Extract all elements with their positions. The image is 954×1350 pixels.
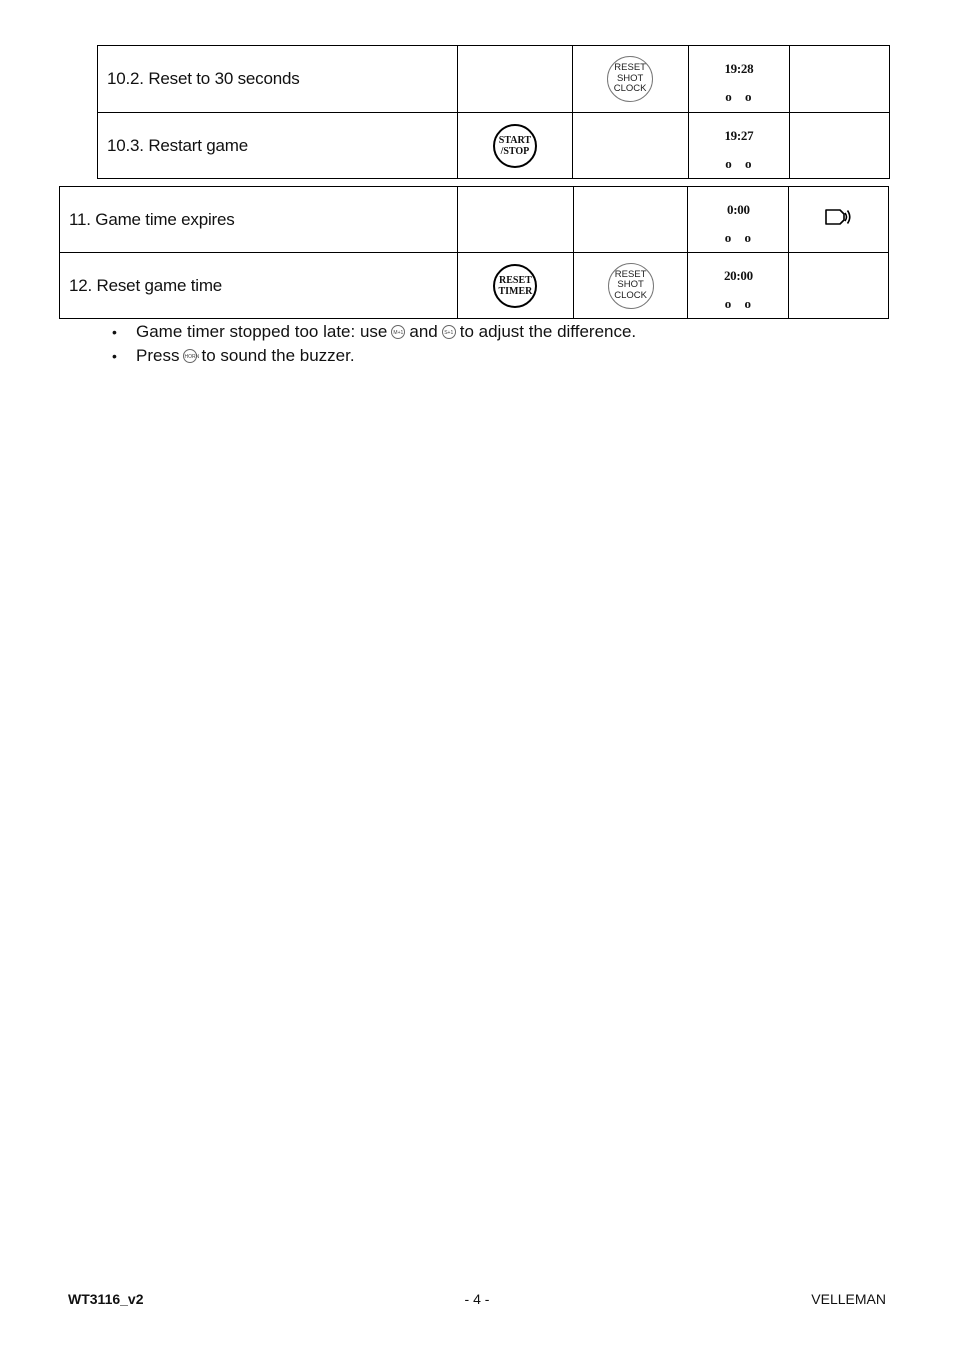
buzzer-cell <box>790 46 889 112</box>
row-description: 10.2. Reset to 30 seconds <box>98 46 458 112</box>
table-row <box>59 186 889 253</box>
buzzer-cell <box>789 253 888 318</box>
document-code: WT3116_v2 <box>68 1291 144 1307</box>
bullet-text: and <box>409 322 438 341</box>
table-row <box>97 45 890 113</box>
button-cell <box>458 46 573 112</box>
button-cell <box>573 46 689 112</box>
bullet-text: Game timer stopped too late: use <box>136 322 388 341</box>
row-description: 11. Game time expires <box>60 187 458 252</box>
display-cell <box>688 253 789 318</box>
list-item <box>112 344 636 368</box>
button-cell <box>458 113 573 178</box>
display-cell <box>689 46 791 112</box>
table-row <box>97 112 890 179</box>
start-stop-button: START /STOP <box>493 124 537 168</box>
bullet-text: to adjust the difference. <box>459 322 637 341</box>
minute-plus-button-icon: M+1 <box>391 325 405 339</box>
display-dots: o o <box>725 89 757 104</box>
display-time: 19:27 <box>724 128 754 143</box>
buzzer-cell <box>790 113 889 178</box>
button-cell <box>574 253 689 318</box>
row-description: 10.3. Restart game <box>98 113 458 178</box>
display-time: 19:28 <box>724 61 754 76</box>
button-cell <box>573 113 689 178</box>
reset-timer-button: RESET TIMER <box>493 264 537 308</box>
horn-button-icon: HORN <box>183 349 197 363</box>
reset-shot-clock-button: RESET SHOT CLOCK <box>608 263 654 309</box>
page-number: - 4 - <box>464 1291 490 1307</box>
row-description: 12. Reset game time <box>60 253 458 318</box>
display-cell <box>688 187 789 252</box>
button-cell <box>574 187 689 252</box>
bullet-text: Press <box>136 346 180 365</box>
table-row <box>59 252 889 319</box>
display-time: 20:00 <box>723 268 753 283</box>
display-time: 0:00 <box>727 202 750 217</box>
button-cell <box>458 253 574 318</box>
list-item <box>112 320 636 344</box>
speaker-sound-icon <box>824 206 854 233</box>
display-cell <box>689 113 791 178</box>
display-dots: o o <box>725 156 757 171</box>
reset-shot-clock-button: RESET SHOT CLOCK <box>607 56 653 102</box>
second-plus-button-icon: S+1 <box>442 325 456 339</box>
buzzer-cell <box>789 187 888 252</box>
bullet-marker: • <box>112 348 117 364</box>
bullet-list <box>112 320 636 368</box>
display-dots: o o <box>724 296 756 311</box>
button-cell <box>458 187 574 252</box>
display-dots: o o <box>724 230 756 245</box>
brand-name: VELLEMAN <box>811 1291 886 1307</box>
bullet-text: to sound the buzzer. <box>201 346 355 365</box>
bullet-marker: • <box>112 324 117 340</box>
